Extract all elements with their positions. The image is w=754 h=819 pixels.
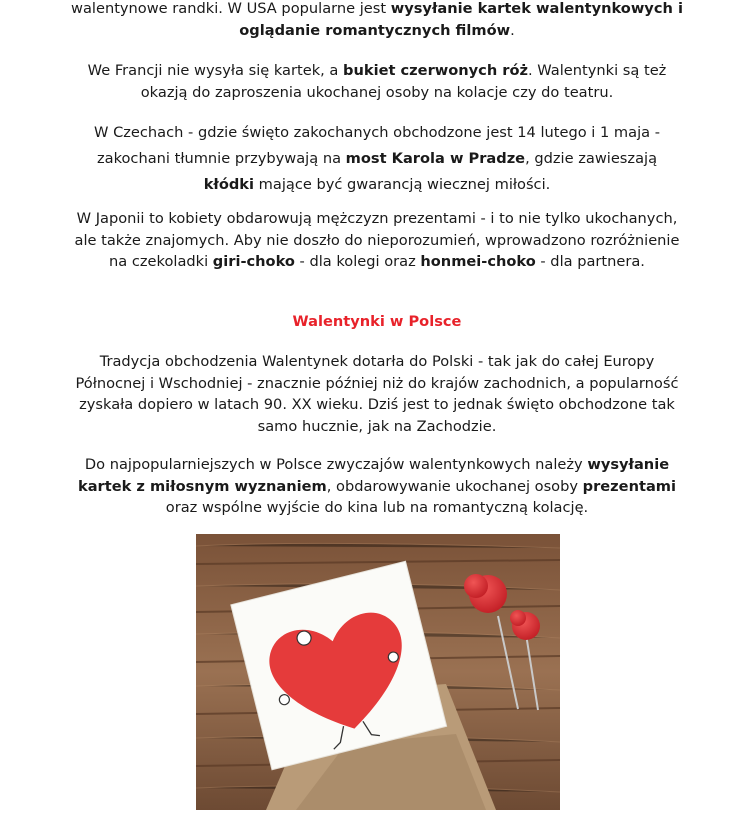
paragraph-poland-customs: Do najpopularniejszych w Polsce zwyczajów walentynkowych należy wysyłanie kartek z miłosnym wyznaniem, obdarowywanie ukochanej osoby prezentami oraz wspólne wyjście do kina lub na romantyczną kolację. [77, 456, 676, 516]
paragraph-poland-history: Tradycja obchodzenia Walentynek dotarła do Polski - tak jak do całej Europy Północnej i Wschodniej - znacznie później niż do krajów zachodnich, a popularność zyskała dopiero w latach 90. XX wieku. Dziś jest to jednak święto obchodzone tak samo hucznie, jak na Zachodzie. [75, 353, 679, 435]
paragraph-czech: W Czechach - gdzie święto zakochanych obchodzone jest 14 lutego i 1 maja - zakochani tłumnie przybywają na most Karola w Pradze, gdzie zawieszają kłódki mające być gwarancją wiecznej miłości. [94, 124, 660, 193]
paragraph-france: We Francji nie wysyła się kartek, a bukiet czerwonych róż. Walentynki są też okazją do zaproszenia ukochanej osoby na kolacje czy do teatru. [87, 62, 667, 101]
paragraph-usa: walentynowe randki. W USA popularne jest wysyłanie kartek walentynkowych i oglądanie romantycznych filmów. [71, 0, 683, 39]
paragraph-japan: W Japonii to kobiety obdarowują mężczyzn prezentami - i to nie tylko ukochanych, ale także znajomych. Aby nie doszło do nieporozumień, wprowadzono rozróżnienie na czekoladki giri-choko - dla kolegi oraz honmei-choko - dla partnera. [74, 210, 680, 270]
valentine-card-photo [196, 534, 560, 810]
section-heading-poland: Walentynki w Polsce [292, 313, 462, 330]
